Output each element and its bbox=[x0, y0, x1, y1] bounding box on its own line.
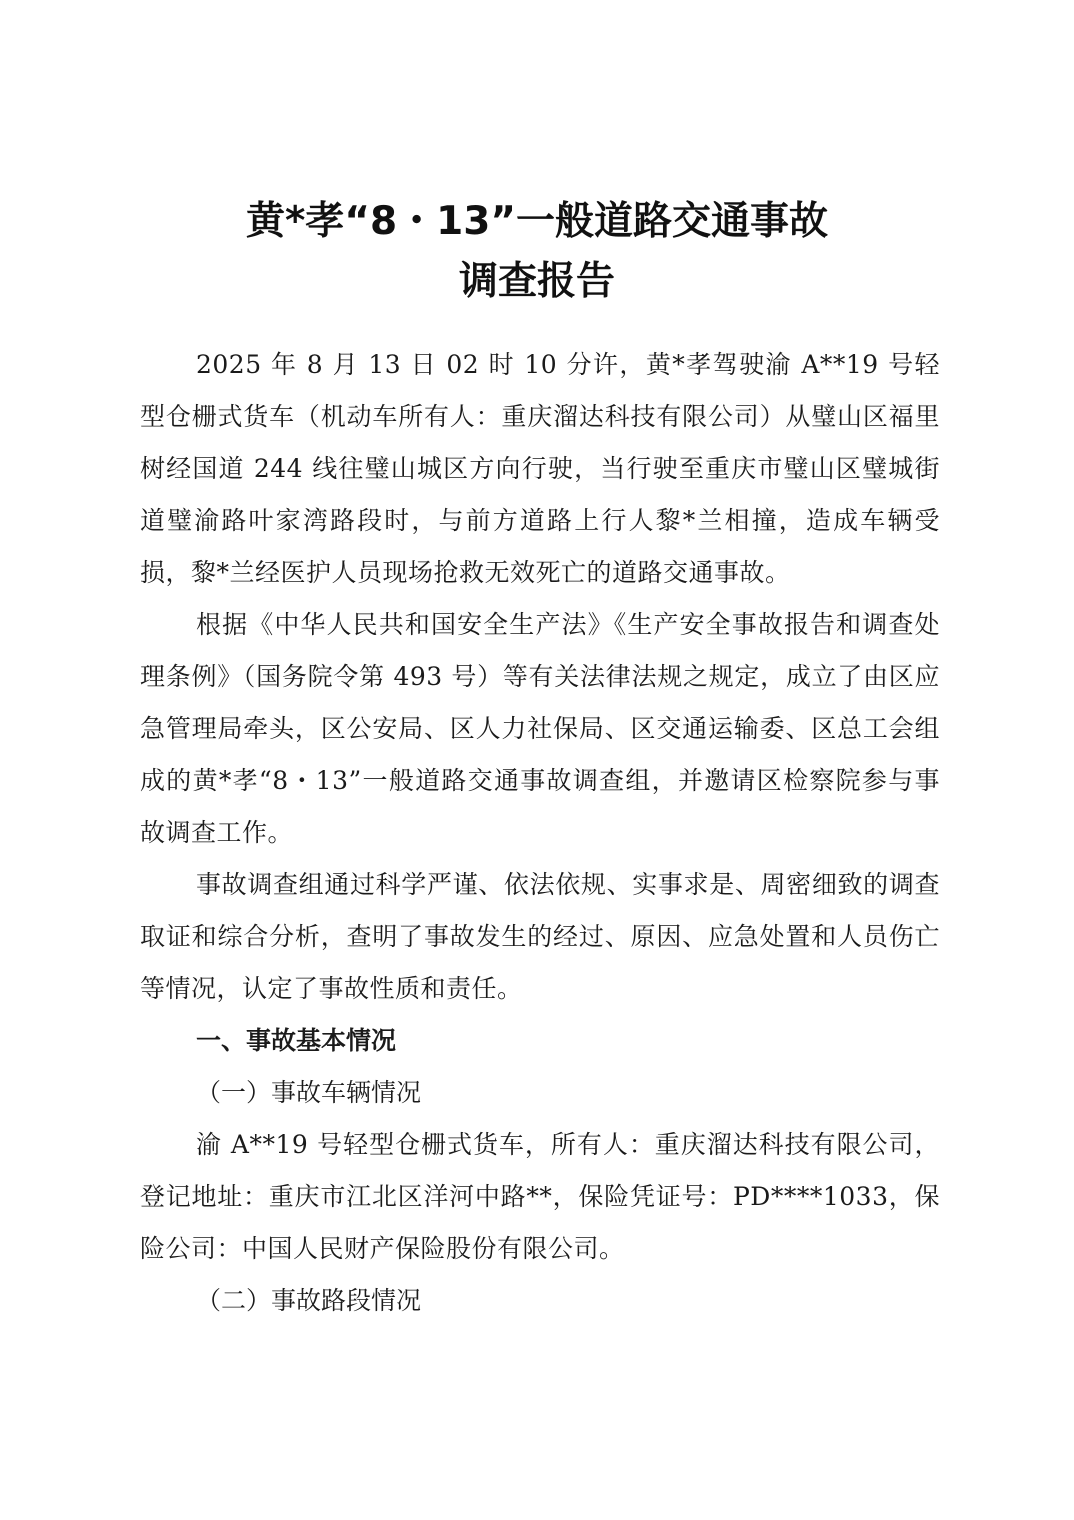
paragraph-vehicle-details: 渝 A**19 号轻型仓栅式货车，所有人：重庆溜达科技有限公司，登记地址：重庆市江北区洋河中路**，保险凭证号：PD****1033，保险公司：中国人民财产保险股份有限公司。 bbox=[140, 1130, 940, 1263]
paragraph-legal-basis: 根据《中华人民共和国安全生产法》《生产安全事故报告和调查处理条例》（国务院令第 493 号）等有关法律法规之规定，成立了由区应急管理局牵头，区公安局、区人力社保局、区交通运输委、区总工会组成的黄*孝“8・13”一般道路交通事故调查组，并邀请区检察院参与事故调查工作。 bbox=[140, 610, 940, 847]
section-heading-basic-info: 一、事故基本情况 bbox=[196, 1026, 397, 1055]
report-body bbox=[140, 339, 940, 1327]
paragraph-investigation-method: 事故调查组通过科学严谨、依法依规、实事求是、周密细致的调查取证和综合分析，查明了事故发生的经过、原因、应急处置和人员伤亡等情况，认定了事故性质和责任。 bbox=[140, 870, 940, 1003]
subsection-heading-vehicle: （一）事故车辆情况 bbox=[196, 1078, 422, 1107]
subsection-heading-road: （二）事故路段情况 bbox=[196, 1286, 422, 1315]
report-title-line-1: 黄*孝“8・13”一般道路交通事故 bbox=[245, 199, 829, 244]
paragraph-accident-summary: 2025 年 8 月 13 日 02 时 10 分许，黄*孝驾驶渝 A**19 号轻型仓栅式货车（机动车所有人：重庆溜达科技有限公司）从璧山区福里树经国道 244 线往璧山城区方向行驶，当行驶至重庆市璧山区璧城街道璧渝路叶家湾路段时，与前方道路上行人黎*兰相撞，造成车辆受损，黎*兰经医护人员现场抢救无效死亡的道路交通事故。 bbox=[140, 350, 940, 587]
report-title-line-2: 调查报告 bbox=[458, 259, 615, 304]
